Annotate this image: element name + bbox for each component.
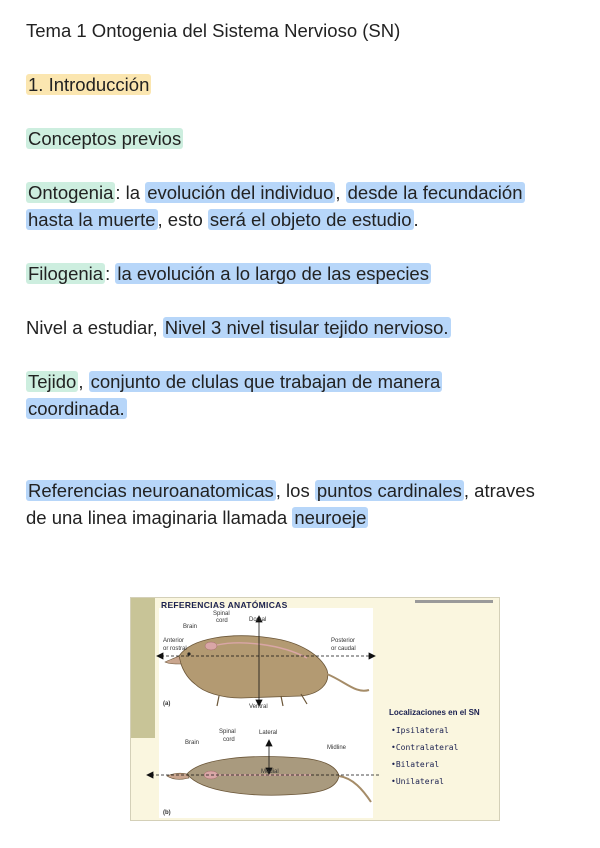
label-medial: Medial <box>261 769 279 775</box>
ontogenia-line-1 <box>26 179 525 206</box>
figure-title: REFERENCIAS ANATÓMICAS <box>161 600 288 610</box>
label-spinal-a: Spinal <box>213 611 230 617</box>
loc-item-contralateral: •Contralateral <box>391 743 459 752</box>
anatomical-references-figure <box>130 597 500 821</box>
doc-title: Tema 1 Ontogenia del Sistema Nervioso (SN) <box>26 20 401 41</box>
ontogenia-colon: : la <box>115 182 146 203</box>
label-dorsal: Dorsal <box>249 617 267 623</box>
filogenia-term: Filogenia <box>28 263 104 284</box>
label-spinal-b: Spinal <box>219 729 236 735</box>
label-rostral: or rostral <box>163 646 187 652</box>
label-brain-a: Brain <box>183 624 198 630</box>
loc-item-ipsilateral: •Ipsilateral <box>391 726 449 735</box>
filogenia-colon: : <box>105 263 116 284</box>
tejido-def-2: coordinada. <box>28 398 125 419</box>
ontogenia-term: Ontogenia <box>28 182 114 203</box>
tejido-line-2 <box>26 395 127 422</box>
label-ventral: Ventral <box>249 704 268 710</box>
referencias-line-2 <box>26 504 368 531</box>
section-heading-text: 1. Introducción <box>28 74 150 95</box>
tejido-def-1: conjunto de clulas que trabajan de manera <box>90 371 441 392</box>
referencias-term-3: neuroeje <box>294 507 367 528</box>
label-midline: Midline <box>327 745 347 751</box>
tejido-comma: , <box>78 371 89 392</box>
nivel-lead: Nivel a estudiar, <box>26 317 163 338</box>
ontogenia-def-1: evolución del individuo <box>147 182 334 203</box>
label-caudal: or caudal <box>331 646 356 652</box>
tejido-line-1 <box>26 368 442 395</box>
filogenia-def: la evolución a lo largo de las especies <box>117 263 429 284</box>
label-cord-a: cord <box>216 618 228 624</box>
loc-item-bilateral: •Bilateral <box>391 760 440 769</box>
ontogenia-def-2: desde la fecundación <box>347 182 523 203</box>
ontogenia-line-2 <box>26 206 419 233</box>
tejido-term: Tejido <box>28 371 77 392</box>
ontogenia-mid: , esto <box>157 209 208 230</box>
referencias-mid-2: , atraves <box>463 480 535 501</box>
subheading-text: Conceptos previos <box>28 128 182 149</box>
nivel-line <box>26 314 451 341</box>
ontogenia-def-4: será el objeto de estudio <box>209 209 412 230</box>
section-heading <box>26 71 151 98</box>
subheading <box>26 125 183 152</box>
panel-a-tag: (a) <box>163 701 171 707</box>
loc-item-unilateral: •Unilateral <box>391 777 444 786</box>
referencias-term-2: puntos cardinales <box>316 480 462 501</box>
ontogenia-def-3: hasta la muerte <box>28 209 156 230</box>
label-lateral: Lateral <box>259 730 278 736</box>
panel-b-tag: (b) <box>163 810 171 816</box>
label-cord-b: cord <box>223 737 235 743</box>
referencias-line-2-text: de una linea imaginaria llamada <box>26 507 293 528</box>
referencias-term-1: Referencias neuroanatomicas <box>28 480 274 501</box>
nivel-value: Nivel 3 nivel tisular tejido nervioso. <box>164 317 449 338</box>
referencias-mid-1: , los <box>275 480 315 501</box>
ontogenia-end: . <box>413 209 419 230</box>
label-brain-b: Brain <box>185 740 200 746</box>
filogenia-line <box>26 260 431 287</box>
ontogenia-comma: , <box>335 182 346 203</box>
referencias-line-1 <box>26 477 535 504</box>
label-posterior: Posterior <box>331 638 356 644</box>
localizaciones-title: Localizaciones en el SN <box>389 708 480 717</box>
label-anterior: Anterior <box>163 638 185 644</box>
